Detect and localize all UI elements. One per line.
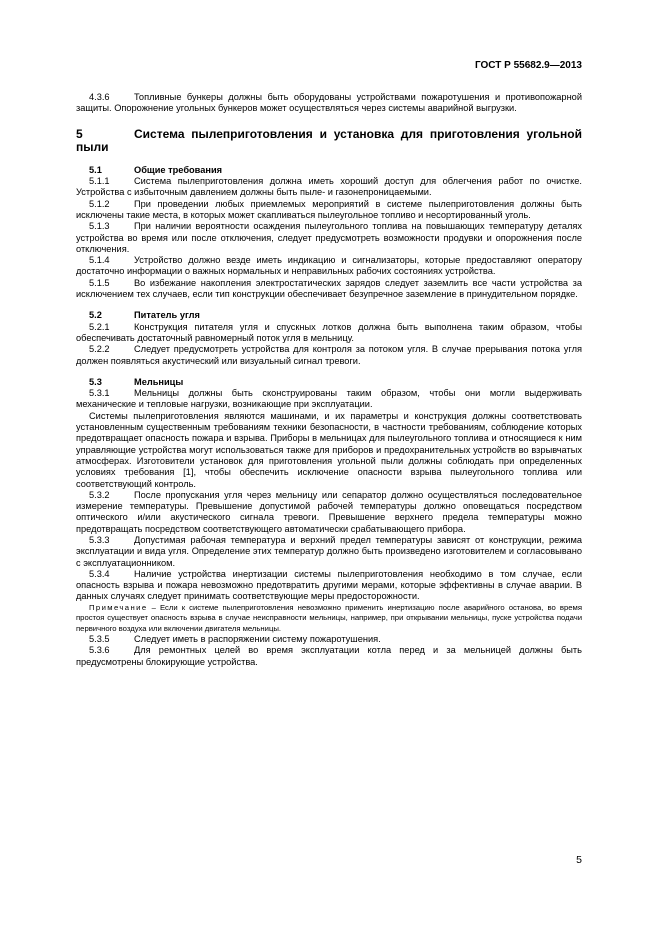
clause-number: 5.1.3: [89, 221, 110, 232]
note-text: – Если к системе пылеприготовления невозможно применить инертизацию после аварийного останова, во время простоя существует опасность взрыва в случае неисправности мельницы, например, при открывании мельницы, пуске устройства подачи первичного воздуха или включении двигателя мельницы.: [76, 602, 582, 633]
clause-text: Топливные бункеры должны быть оборудованы устройствами пожаротушения и противопожарной защиты. Опорожнение угольных бункеров может осуществляться через системы аварийной выгрузки.: [76, 92, 582, 114]
paragraph-4-3-6: [76, 92, 582, 115]
clause-text: После пропускания угля через мельницу или сепаратор должно осуществляться последовательное измерение температуры. Превышение допустимой рабочей температуры должно оповещаться посредством оптического и/или акустического сигнала тревоги. Превышение верхнего предела температуры можно предотвращать посредством соответствующего автоматически срабатывающего прибора.: [76, 489, 582, 534]
clause-text: Следует иметь в распоряжении систему пожаротушения.: [134, 633, 381, 644]
clause-text: Мельницы должны быть сконструированы таким образом, чтобы они могли выдерживать механические и тепловые нагрузки, возникающие при эксплуатации.: [76, 388, 582, 410]
clause-text: Конструкция питателя угля и спускных лотков должна быть выполнена таким образом, чтобы обеспечивать достаточный равномерный поток угля в мельницу.: [76, 321, 582, 343]
paragraph-5-1-5: [76, 278, 582, 301]
clause-number: 5.1.1: [89, 176, 110, 187]
clause-number: 5.3.3: [89, 534, 110, 545]
paragraph-5-1-4: [76, 255, 582, 278]
clause-number: 5.3.5: [89, 633, 110, 644]
clause-number: 4.3.6: [89, 92, 110, 102]
clause-number: 5.3.6: [89, 645, 110, 656]
paragraph-machines: [76, 411, 582, 490]
section-heading-5: [76, 128, 582, 155]
clause-text: Во избежание накопления электростатических зарядов следует заземлить все части устройства за исключением тех случаев, если тип конструкции обеспечивает безупречное заземление в принудительном порядке.: [76, 277, 582, 300]
subsection-number: 5.1: [89, 164, 102, 175]
clause-number: 5.1.2: [89, 198, 110, 209]
clause-text: При наличии вероятности осаждения пылеугольного топлива на повышающих температуру деталях устройства во время или после отключения, следует предусмотреть возможности продувки и опорожнения после отключения.: [76, 221, 582, 254]
clause-text: Для ремонтных целей во время эксплуатации котла перед и за мельницей должны быть предусмотрены блокирующие устройства.: [76, 645, 582, 667]
section-number: 5: [76, 126, 83, 141]
subsection-title: Общие требования: [134, 164, 223, 175]
subsection-heading-5-1: [76, 165, 582, 176]
subsection-heading-5-2: [76, 310, 582, 321]
clause-text: Допустимая рабочая температура и верхний предел температуры зависят от конструкции, режима эксплуатации и вида угля. Определение этих температур должно быть произведено изготовителем и согласовывано с эксплуатационником.: [76, 534, 582, 568]
note-label: Примечание: [89, 602, 148, 612]
section-title: Система пылеприготовления и установка для приготовления угольной пыли: [76, 126, 582, 155]
subsection-number: 5.2: [89, 310, 102, 321]
paragraph-5-3-1: [76, 388, 582, 411]
page-number: 5: [576, 854, 582, 866]
page-content: [76, 92, 582, 668]
subsection-heading-5-3: [76, 377, 582, 388]
clause-number: 5.1.5: [89, 277, 110, 288]
clause-text: Наличие устройства инертизации системы пылеприготовления необходимо в том случае, если опасность взрыва и пожара невозможно предотвратить другими мерами, которые эффективны в случае аварии. В данных случаях следует принимать соответствующие меры предосторожности.: [76, 568, 582, 602]
clause-number: 5.2.2: [89, 344, 110, 355]
subsection-number: 5.3: [89, 376, 102, 387]
clause-number: 5.1.4: [89, 255, 110, 266]
note: [76, 603, 582, 634]
clause-number: 5.3.4: [89, 568, 110, 579]
clause-text: При проведении любых приемлемых мероприятий в системе пылеприготовления должны быть исключены такие места, в которых может скапливаться пылеугольное топливо и несортированный уголь.: [76, 198, 582, 220]
document-code: ГОСТ Р 55682.9—2013: [474, 60, 582, 71]
clause-text: Система пылеприготовления должна иметь хороший доступ для облегчения работ по очистке. Устройства с избыточным давлением должны быть пыле- и газонепроницаемыми.: [76, 176, 582, 198]
paragraph-5-1-1: [76, 176, 582, 199]
paragraph-5-1-3: [76, 221, 582, 255]
clause-text: Следует предусмотреть устройства для контроля за потоком угля. В случае прерывания потока угля должен появляться акустический или визуальный сигнал тревоги.: [76, 344, 582, 366]
clause-number: 5.2.1: [89, 321, 110, 332]
paragraph-5-3-4: [76, 569, 582, 603]
paragraph-5-1-2: [76, 199, 582, 222]
paragraph-5-2-2: [76, 344, 582, 367]
clause-number: 5.3.1: [89, 388, 110, 399]
paragraph-5-3-3: [76, 535, 582, 569]
subsection-title: Питатель угля: [134, 310, 200, 321]
clause-text: Системы пылеприготовления являются машинами, и их параметры и конструкция должны соответствовать установленным существенным требованиям техники безопасности, в частности требованиям, соблюдение которых предотвращает опасность пожара и взрыва. Приборы в мельницах для пылеугольного топлива и относящиеся к ним управляющие устройства могут использоваться также для приборов и предохранительных устройств во взрывчатых атмосферах. Изготовители установок для приготовления угольной пыли должны соблюдать при определенных условиях требования [1], чтобы обеспечить исключение опасности взрыва пылеугольного топлива или соответствующий контроль.: [76, 410, 582, 489]
paragraph-5-3-6: [76, 645, 582, 668]
paragraph-5-2-1: [76, 322, 582, 345]
subsection-title: Мельницы: [134, 376, 184, 387]
paragraph-5-3-2: [76, 490, 582, 535]
clause-text: Устройство должно везде иметь индикацию и сигнализаторы, которые предоставляют оператору достаточно информации о важных нормальных и неправильных рабочих состояниях устройства.: [76, 255, 582, 277]
clause-number: 5.3.2: [89, 489, 110, 500]
paragraph-5-3-5: [76, 634, 582, 645]
